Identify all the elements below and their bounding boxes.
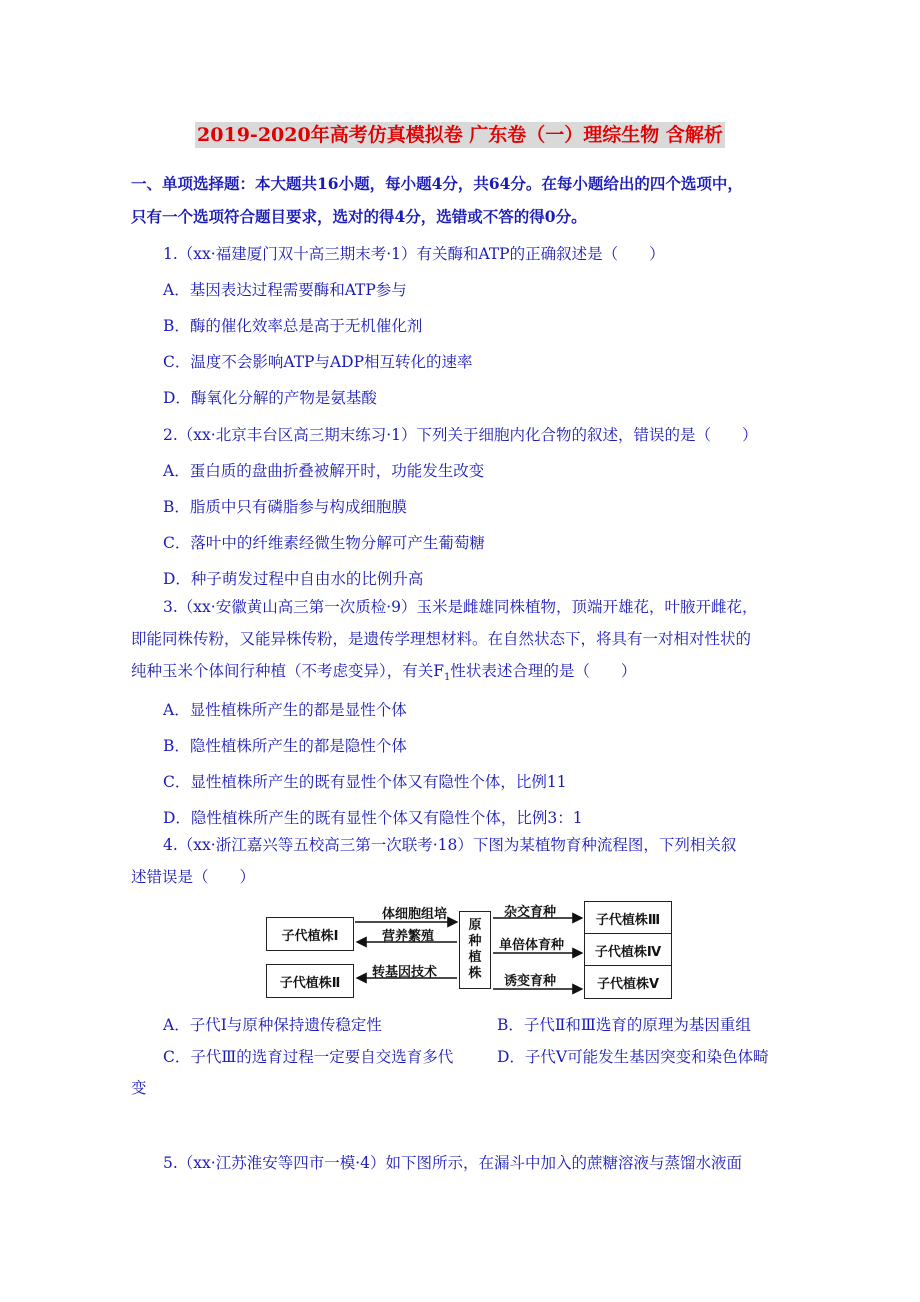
label-somatic-culture: 体细胞组培 [382,907,448,922]
question-1-option-b: B．酶的催化效率总是高于无机催化剂 [163,317,423,335]
question-3-option-d: D．隐性植株所产生的既有显性个体又有隐性个体，比例3：1 [163,809,583,827]
child-plant-1-box: 子代植株Ⅰ [266,917,354,951]
question-2-stem: 2.（xx·北京丰台区高三期末练习·1）下列关于细胞内化合物的叙述，错误的是（ ） [163,426,758,444]
question-2-option-c: C．落叶中的纤维素经微生物分解可产生葡萄糖 [163,534,485,552]
question-2-option-d: D．种子萌发过程中自由水的比例升高 [163,570,424,588]
origin-plant-label: 原种植株 [468,918,482,981]
label-vegetative-propagation: 营养繁殖 [382,929,435,944]
question-4-option-c: C．子代Ⅲ的选育过程一定要自交选育多代 [163,1048,454,1066]
child-plant-2-box: 子代植株Ⅱ [266,964,354,998]
child-plant-3-box: 子代植株Ⅲ [584,901,672,935]
question-4-stem-line2: 述错误是（ ） [131,868,256,886]
question-2-option-b: B．脂质中只有磷脂参与构成细胞膜 [163,498,407,516]
question-3-stem-line3: 纯种玉米个体间行种植（不考虑变异），有关$F_1$性状表述合理的是（ ） [131,662,637,684]
label-cross-breeding: 杂交育种 [504,905,557,920]
breeding-flow-diagram [266,893,676,1003]
question-4-option-d: D．子代Ⅴ可能发生基因突变和染色体畸 [497,1048,769,1066]
section-heading-line1: 一、单项选择题：本大题共16小题，每小题4分，共64分。在每小题给出的四个选项中， [131,174,743,193]
question-3-option-a: A．显性植株所产生的都是显性个体 [163,701,407,719]
question-4-option-d-continued: 变 [131,1079,147,1097]
document-title: 2019-2020年高考仿真模拟卷 广东卷（一）理综生物 含解析 [197,124,723,146]
section-heading-line2: 只有一个选项符合题目要求，选对的得4分，选错或不答的得0分。 [131,207,587,226]
question-1-option-d: D．酶氧化分解的产物是氨基酸 [163,389,377,407]
question-3-stem-line1: 3.（xx·安徽黄山高三第一次质检·9）玉米是雌雄同株植物，顶端开雄花，叶腋开雌花， [163,598,758,616]
question-4-option-a: A．子代Ⅰ与原种保持遗传稳定性 [163,1016,382,1034]
question-1-stem: 1.（xx·福建厦门双十高三期末考·1）有关酶和ATP的正确叙述是（ ） [163,245,665,263]
question-4-option-b: B．子代Ⅱ和Ⅲ选育的原理为基因重组 [497,1016,751,1034]
label-haploid-breeding: 单倍体育种 [499,938,565,953]
question-1-option-a: A．基因表达过程需要酶和ATP参与 [163,281,407,299]
question-4-stem-line1: 4.（xx·浙江嘉兴等五校高三第一次联考·18）下图为某植物育种流程图，下列相关叙 [163,836,737,854]
label-transgenic-technology: 转基因技术 [372,965,438,980]
question-1-option-c: C．温度不会影响ATP与ADP相互转化的速率 [163,353,473,371]
label-mutation-breeding: 诱变育种 [504,974,557,989]
origin-plant-box [459,911,491,989]
question-3-stem-line2: 即能同株传粉，又能异株传粉，是遗传学理想材料。在自然状态下，将具有一对相对性状的 [131,630,752,648]
question-5-stem: 5.（xx·江苏淮安等四市一模·4）如下图所示，在漏斗中加入的蔗糖溶液与蒸馏水液面 [163,1154,742,1172]
child-plant-4-box: 子代植株Ⅳ [584,933,672,967]
question-2-option-a: A．蛋白质的盘曲折叠被解开时，功能发生改变 [163,462,485,480]
question-3-option-b: B．隐性植株所产生的都是隐性个体 [163,737,407,755]
question-3-option-c: C．显性植株所产生的既有显性个体又有隐性个体，比例11 [163,773,567,791]
child-plant-5-box: 子代植株Ⅴ [584,965,672,999]
